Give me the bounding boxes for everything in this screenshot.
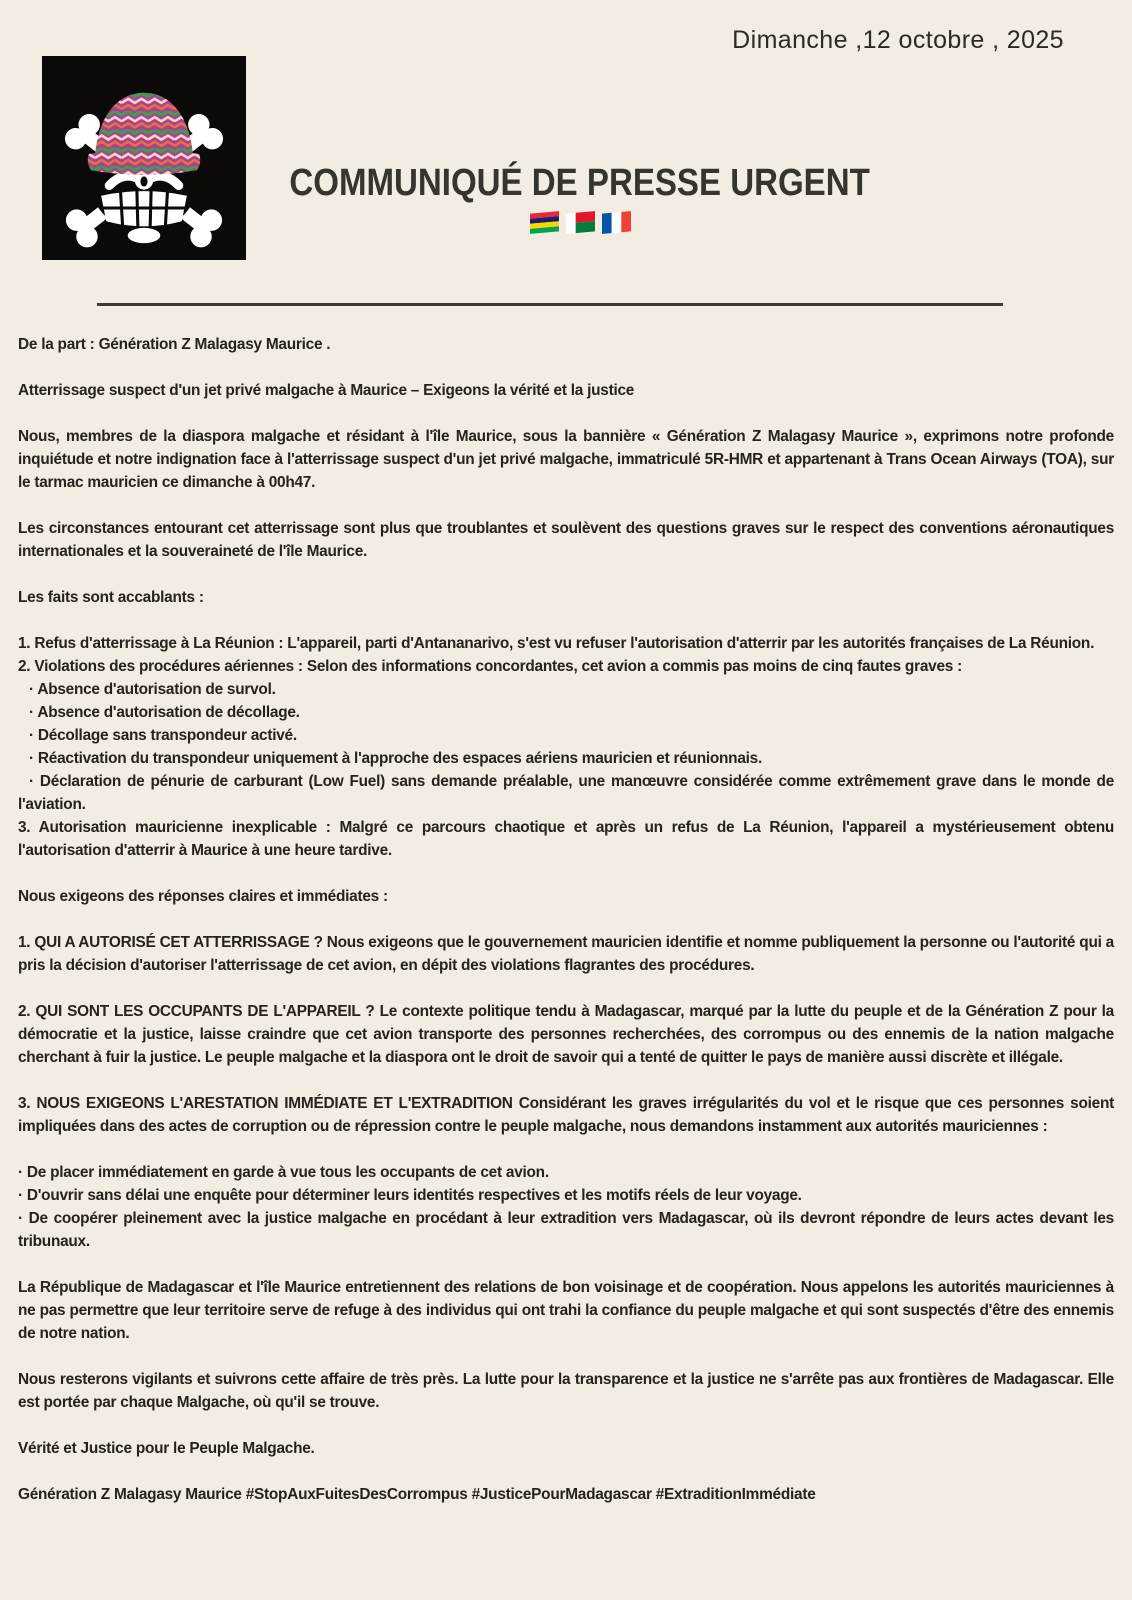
mauritius-flag bbox=[530, 211, 559, 235]
header-divider bbox=[97, 303, 1003, 306]
header bbox=[0, 162, 1132, 205]
paragraph: Vérité et Justice pour le Peuple Malgache. bbox=[18, 1440, 315, 1457]
paragraph: 1. Refus d'atterrissage à La Réunion : L'appareil, parti d'Antananarivo, s'est vu refuser l'autorisation d'atterrir par les autorités françaises de La Réunion. bbox=[18, 635, 1095, 652]
france-flag bbox=[602, 211, 631, 235]
press-release-body bbox=[18, 310, 1114, 1506]
paragraph: Les faits sont accablants : bbox=[18, 589, 204, 606]
paragraph: Nous exigeons des réponses claires et immédiates : bbox=[18, 888, 388, 905]
date-text: Dimanche ,12 octobre , 2025 bbox=[732, 26, 1064, 54]
paragraph: · De placer immédiatement en garde à vue tous les occupants de cet avion. bbox=[18, 1164, 549, 1181]
page-title: COMMUNIQUÉ DE PRESSE URGENT bbox=[289, 162, 871, 204]
paragraph: · D'ouvrir sans délai une enquête pour déterminer leurs identités respectives et les motifs réels de leur voyage. bbox=[18, 1187, 802, 1204]
paragraph: · Décollage sans transpondeur activé. bbox=[29, 727, 297, 744]
paragraph: 2. QUI SONT LES OCCUPANTS DE L'APPAREIL ? Le contexte politique tendu à Madagascar, marqué par la lutte du peuple et de la Génération Z pour la démocratie et la justice, laisse craindre que cet avion transporte des personnes recherchées, des corrompus ou des ennemis de la nation malgache cherchant à fuir la justice. Le peuple malgache et la diaspora ont le droit de savoir qui a tenté de quitter le pays de manière aussi discrète et illégale. bbox=[18, 1003, 1114, 1066]
paragraph: Génération Z Malagasy Maurice #StopAuxFuitesDesCorrompus #JusticePourMadagascar #ExtraditionImmédiate bbox=[18, 1486, 816, 1503]
madagascar-flag bbox=[566, 211, 595, 235]
paragraph: De la part : Génération Z Malagasy Maurice . bbox=[18, 336, 331, 353]
paragraph: · De coopérer pleinement avec la justice malgache en procédant à leur extradition vers Madagascar, où ils devront répondre de leurs actes devant les tribunaux. bbox=[18, 1210, 1114, 1250]
paragraph: · Absence d'autorisation de décollage. bbox=[29, 704, 300, 721]
paragraph: Nous, membres de la diaspora malgache et résidant à l'île Maurice, sous la bannière « Génération Z Malagasy Maurice », exprimons notre profonde inquiétude et notre indignation face à l'atterrissage suspect d'un jet privé malgache, immatriculé 5R-HMR et appartenant à Trans Ocean Airways (TOA), sur le tarmac mauricien ce dimanche à 00h47. bbox=[18, 428, 1114, 491]
paragraph: 1. QUI A AUTORISÉ CET ATTERRISSAGE ? Nous exigeons que le gouvernement mauricien identifie et nomme publiquement la personne ou l'autorité qui a pris la décision d'autoriser l'atterrissage de cet avion, en dépit des violations flagrantes des procédures. bbox=[18, 934, 1114, 974]
paragraph: La République de Madagascar et l'île Maurice entretiennent des relations de bon voisinage et de coopération. Nous appelons les autorités mauriciennes à ne pas permettre que leur territoire serve de refuge à des individus qui ont trahi la confiance du peuple malgache et qui sont suspectés d'être des ennemis de notre nation. bbox=[18, 1279, 1114, 1342]
paragraph: Nous resterons vigilants et suivrons cette affaire de très près. La lutte pour la transparence et la justice ne s'arrête pas aux frontières de Madagascar. Elle est portée par chaque Malgache, où qu'il se trouve. bbox=[18, 1371, 1114, 1411]
paragraph: 2. Violations des procédures aériennes : Selon des informations concordantes, cet avion a commis pas moins de cinq fautes graves : bbox=[18, 658, 962, 675]
paragraph: 3. Autorisation mauricienne inexplicable : Malgré ce parcours chaotique et après un refus de La Réunion, l'appareil a mystérieusement obtenu l'autorisation d'atterrir à Maurice à une heure tardive. bbox=[18, 819, 1114, 859]
paragraph: Les circonstances entourant cet atterrissage sont plus que troublantes et soulèvent des questions graves sur le respect des conventions aéronautiques internationales et la souveraineté de l'île Maurice. bbox=[18, 520, 1114, 560]
flags-row bbox=[14, 212, 1132, 233]
paragraph: · Réactivation du transpondeur uniquement à l'approche des espaces aériens mauricien et réunionnais. bbox=[29, 750, 763, 767]
paragraph: Atterrissage suspect d'un jet privé malgache à Maurice – Exigeons la vérité et la justice bbox=[18, 382, 635, 399]
paragraph: · Absence d'autorisation de survol. bbox=[29, 681, 276, 698]
paragraph: 3. NOUS EXIGEONS L'ARESTATION IMMÉDIATE ET L'EXTRADITION Considérant les graves irrégularités du vol et le risque que ces personnes soient impliquées dans des actes de corruption ou de répression contre le peuple malgache, nous demandons instamment aux autorités mauriciennes : bbox=[18, 1095, 1114, 1135]
paragraph: · Déclaration de pénurie de carburant (Low Fuel) sans demande préalable, une manœuvre considérée comme extrêmement grave dans le monde de l'aviation. bbox=[18, 773, 1114, 813]
